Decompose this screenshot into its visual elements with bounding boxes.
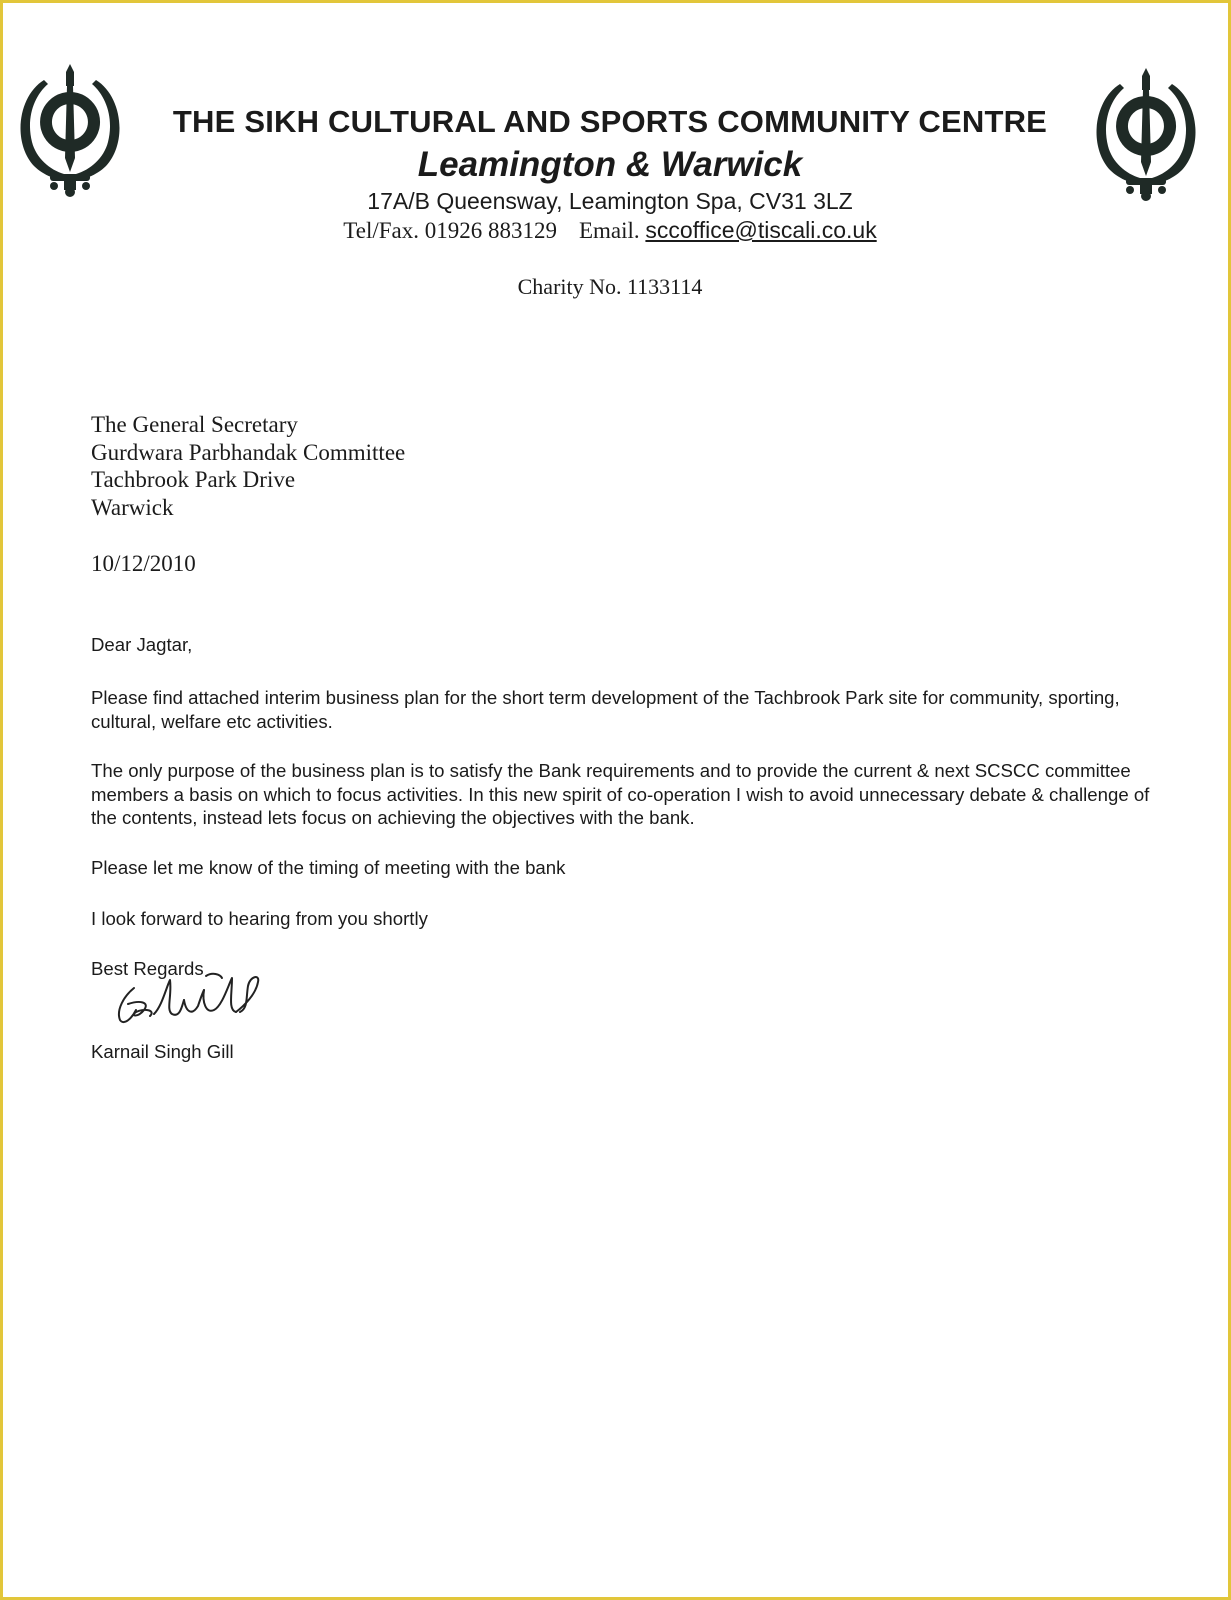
- recipient-line: Warwick: [91, 494, 174, 520]
- signer-name: Karnail Singh Gill: [91, 1041, 234, 1062]
- signature: [110, 966, 280, 1032]
- organization-name: THE SIKH CULTURAL AND SPORTS COMMUNITY CENTRE: [172, 104, 1048, 139]
- email-link[interactable]: sccoffice@tiscali.co.uk: [645, 217, 877, 243]
- closing: Best Regards: [91, 958, 204, 979]
- khanda-icon: [1090, 66, 1202, 202]
- organization-subtitle: Leamington & Warwick: [417, 145, 803, 184]
- paragraph: Please find attached interim business plan for the short term development of the Tachbrook Park site for community, sporting, cultural, welfare etc activities.: [91, 687, 1120, 732]
- organization-address: 17A/B Queensway, Leamington Spa, CV31 3LZ: [367, 188, 853, 214]
- recipient-line: Tachbrook Park Drive: [91, 467, 296, 492]
- organization-contact: [140, 217, 1080, 244]
- paragraph: Please let me know of the timing of meeting with the bank: [91, 857, 566, 878]
- recipient-address: [91, 411, 405, 521]
- letter-date: 10/12/2010: [91, 551, 196, 576]
- recipient-line: The General Secretary: [91, 412, 298, 437]
- recipient-line: Gurdwara Parbhandak Committee: [91, 439, 406, 465]
- salutation: Dear Jagtar,: [91, 634, 193, 655]
- email-label: Email.: [578, 218, 640, 243]
- paragraph: I look forward to hearing from you shortly: [91, 908, 428, 929]
- charity-number: Charity No. 1133114: [517, 274, 703, 299]
- khanda-icon: [14, 62, 126, 198]
- paragraph: The only purpose of the business plan is to satisfy the Bank requirements and to provide the current & next SCSCC committee members a basis on which to focus activities. In this new spirit of co-operation I wish to avoid unnecessary debate & challenge of the contents, instead lets focus on achieving the objectives with the bank.: [91, 760, 1150, 828]
- tel-fax: Tel/Fax. 01926 883129: [343, 218, 557, 243]
